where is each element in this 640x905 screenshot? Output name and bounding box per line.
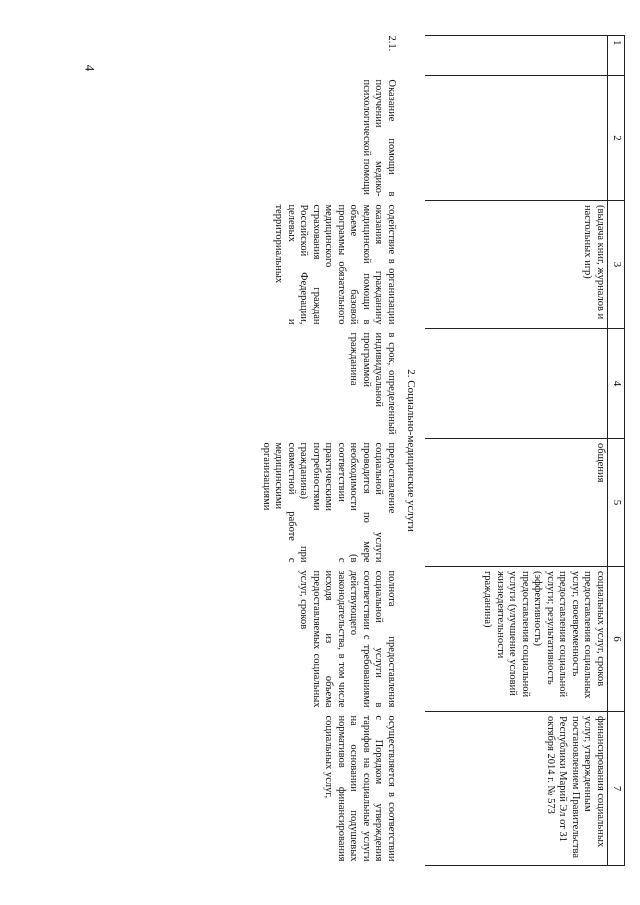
service-term-cell: в срок, определенный индивидуальной программой гражданина xyxy=(348,332,397,435)
service-evaluation-cell: осуществляется в соответствии с Порядком утверждения тарифов на социальные услуги на основании подушевых нормативов финансирования социальных услуг, xyxy=(323,715,397,862)
service-conditions-cell: предоставление социальной услуги проводится по мере необходимости (в соответствии с практическими потребностями гражданина) при совместной работе с медицинскими организациями xyxy=(261,442,397,563)
service-description-cell: содействие в организации оказания гражданину медицинской помощи в объеме базовой программы обязательного медицинского страхования граждан Российской Федерации, целевых и территориальных xyxy=(273,204,397,325)
column-header: 4 xyxy=(608,329,625,439)
column-header: 1 xyxy=(608,36,625,76)
column-header: 3 xyxy=(608,201,625,329)
service-conditions-cell: общения xyxy=(425,439,608,567)
row-number-cell xyxy=(425,36,608,76)
service-evaluation-cell: финансирования социальных услуг, утвержденным постановлением Правительства Республики Марий Эл от 31 октября 2014 г. № 573 xyxy=(425,712,608,866)
service-name-cell xyxy=(425,76,608,201)
column-header: 6 xyxy=(608,567,625,712)
service-name-cell: Оказание помощи в получении медико-психологической помощи xyxy=(361,79,397,197)
page-number: 4 xyxy=(82,64,98,72)
section-title-row xyxy=(398,36,425,866)
services-table xyxy=(176,35,625,866)
table-header-row xyxy=(608,36,625,866)
section-title: 2. Социально-медицинские услуги xyxy=(405,369,417,532)
service-term-cell xyxy=(425,329,608,439)
rotated-page-content xyxy=(115,35,625,865)
column-header: 2 xyxy=(608,76,625,201)
row-number-cell: 2.1. xyxy=(386,35,397,52)
column-header: 7 xyxy=(608,712,625,866)
service-quality-cell: полнота предоставления социальной услуги в соответствии с требованиями действующего законодательства, в том числе исходя из объема предоставляемых социальных услуг, сроков xyxy=(298,570,397,708)
table-row xyxy=(176,36,398,866)
table-row xyxy=(425,36,608,866)
service-quality-cell: социальных услуг, сроков предоставления социальных услуг, своевременность предоставления социальной услуги; результативность (эффективность) предоставления социальной услуги (улучшение условий жизнедеятельности гражданина) xyxy=(425,567,608,712)
service-description-cell: (выдача книг, журналов и настольных игр) xyxy=(425,201,608,329)
column-header: 5 xyxy=(608,439,625,567)
